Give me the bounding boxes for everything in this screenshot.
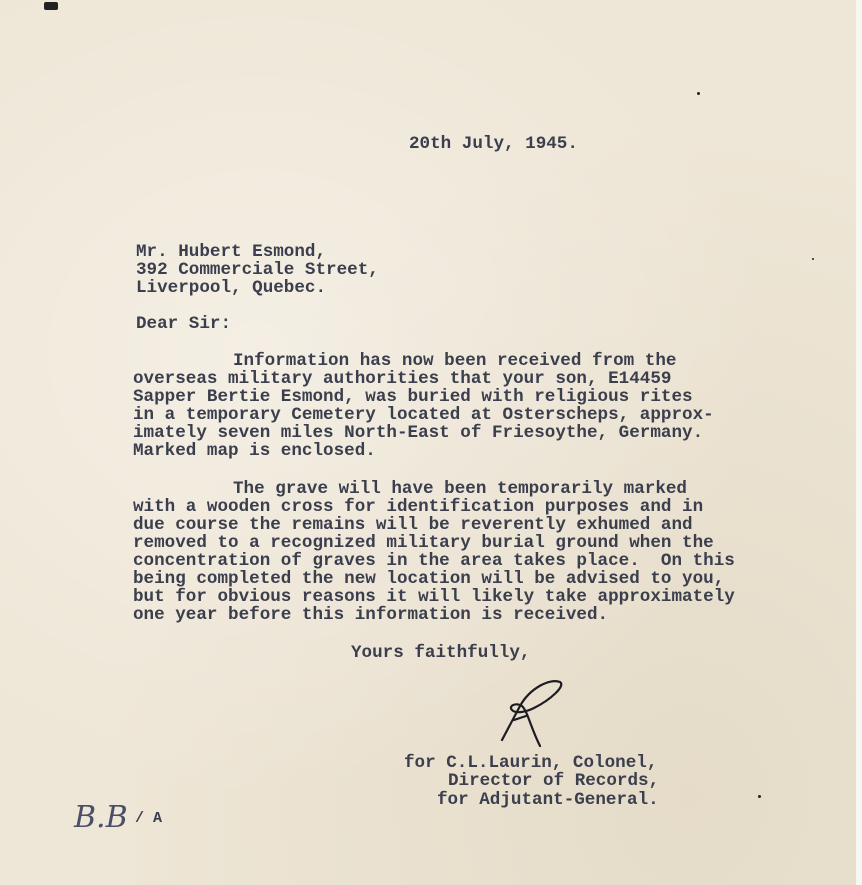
paragraph-line: being completed the new location will be advised to you, — [133, 569, 725, 589]
signature-line: for Adjutant-General. — [437, 790, 659, 810]
address-line: Mr. Hubert Esmond, — [136, 242, 327, 262]
handwritten-signature — [490, 676, 570, 756]
paragraph-line: but for obvious reasons it will likely take approximately — [133, 587, 735, 607]
paragraph-line: The grave will have been temporarily marked — [233, 479, 687, 499]
letter-date: 20th July, 1945. — [409, 134, 578, 154]
paragraph-line: imately seven miles North-East of Friesoythe, Germany. — [133, 423, 704, 443]
paragraph-line: Information has now been received from the — [233, 351, 677, 371]
signature-line: Director of Records, — [448, 771, 660, 791]
address-line: Liverpool, Quebec. — [136, 278, 327, 298]
page-edge — [856, 0, 862, 885]
address-line: 392 Commerciale Street, — [136, 260, 379, 280]
salutation: Dear Sir: — [136, 314, 232, 334]
paragraph-line: Sapper Bertie Esmond, was buried with religious rites — [133, 387, 693, 407]
closing: Yours faithfully, — [351, 643, 531, 663]
speck — [812, 258, 814, 260]
paragraph-line: Marked map is enclosed. — [133, 441, 376, 461]
paragraph-line: in a temporary Cemetery located at Osterscheps, approx- — [133, 405, 714, 425]
paragraph-line: overseas military authorities that your son, E14459 — [133, 369, 672, 389]
paragraph-line: concentration of graves in the area takes place. On this — [133, 551, 735, 571]
ink-mark — [44, 2, 58, 10]
signature-line: for C.L.Laurin, Colonel, — [404, 753, 658, 773]
speck — [697, 92, 700, 95]
paragraph-line: one year before this information is received. — [133, 605, 609, 625]
handwritten-initials: B.B — [74, 800, 128, 835]
paragraph-line: with a wooden cross for identification purposes and in — [133, 497, 704, 517]
paragraph-line: removed to a recognized military burial ground when the — [133, 533, 714, 553]
paragraph-line: due course the remains will be reverently exhumed and — [133, 515, 693, 535]
speck — [758, 795, 761, 798]
typed-reference: / A — [135, 810, 163, 827]
